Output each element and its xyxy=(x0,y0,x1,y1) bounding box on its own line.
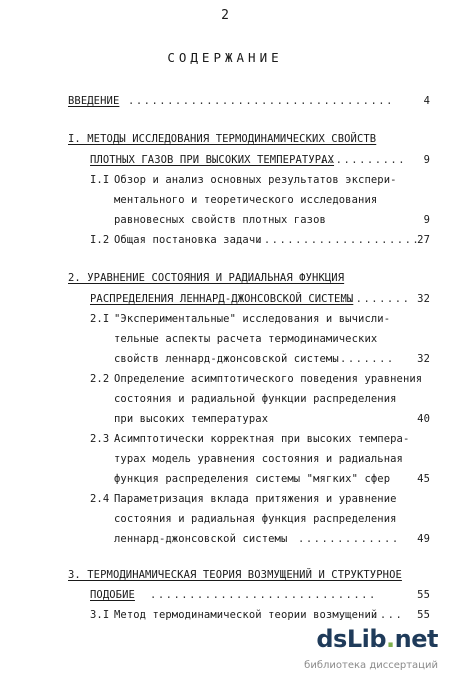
toc-sec-1-2-line1: Общая постановка задачи xyxy=(114,234,262,246)
toc-sec-2-4-line3: леннард-джонсовской системы xyxy=(114,533,288,545)
toc-sec-1-1-page: 9 xyxy=(423,214,430,226)
toc-sec-2-2-line2: состояния и радиальной функции распределения xyxy=(114,393,397,405)
toc-ch3-page: 55 xyxy=(417,589,430,601)
toc-sec-2-4-page: 49 xyxy=(417,533,430,545)
toc-sec-1-2-page: 27 xyxy=(417,234,430,246)
toc-leader: ....... xyxy=(340,353,395,365)
toc-intro-page: 4 xyxy=(423,95,430,107)
toc-sec-2-3-line2: турах модель уравнения состояния и радиальная xyxy=(114,453,403,465)
toc-intro-label: ВВЕДЕНИЕ xyxy=(68,95,120,107)
toc-ch2-page: 32 xyxy=(417,293,430,305)
page-number: 2 xyxy=(221,8,229,23)
toc-sec-2-1-page: 32 xyxy=(417,353,430,365)
toc-sec-3-1-number: 3.I xyxy=(90,609,110,621)
toc-sec-2-4-number: 2.4 xyxy=(90,493,110,505)
toc-ch3-title-line2: ПОДОБИЕ xyxy=(90,589,135,601)
toc-sec-2-1-line3: свойств леннард-джонсовской системы xyxy=(114,353,339,365)
toc-sec-2-4-line2: состояния и радиальная функция распределения xyxy=(114,513,397,525)
toc-sec-1-1-line3: равновесных свойств плотных газов xyxy=(114,214,326,226)
toc-sec-2-3-line1: Асимптотически корректная при высоких темпера- xyxy=(114,433,410,445)
toc-ch1-title-line1: I. МЕТОДЫ ИССЛЕДОВАНИЯ ТЕРМОДИНАМИЧЕСКИХ СВОЙСТВ xyxy=(68,133,377,145)
toc-ch1-title-line2: ПЛОТНЫХ ГАЗОВ ПРИ ВЫСОКИХ ТЕМПЕРАТУРАХ xyxy=(90,154,335,166)
toc-ch2-title-line1: 2. УРАВНЕНИЕ СОСТОЯНИЯ И РАДИАЛЬНАЯ ФУНКЦИЯ xyxy=(68,272,345,284)
toc-sec-2-2-line1: Определение асимптотического поведения уравнения xyxy=(114,373,423,385)
toc-sec-2-4-line1: Параметризация вклада притяжения и уравнение xyxy=(114,493,397,505)
watermark-logo-main: dsLib xyxy=(316,625,387,653)
toc-sec-1-1-line1: Обзор и анализ основных результатов экспери- xyxy=(114,174,397,186)
toc-sec-2-3-page: 45 xyxy=(417,473,430,485)
toc-sec-2-2-page: 40 xyxy=(417,413,430,425)
toc-sec-2-2-number: 2.2 xyxy=(90,373,110,385)
watermark-logo-dot: . xyxy=(386,625,395,653)
toc-sec-2-3-number: 2.3 xyxy=(90,433,110,445)
watermark-logo xyxy=(316,625,438,653)
watermark xyxy=(238,625,438,675)
toc-ch3-title-line1: 3. ТЕРМОДИНАМИЧЕСКАЯ ТЕОРИЯ ВОЗМУЩЕНИЙ И СТРУКТУРНОЕ xyxy=(68,569,402,581)
toc-leader: ..................... xyxy=(256,234,421,246)
toc-sec-2-1-line2: тельные аспекты расчета термодинамических xyxy=(114,333,378,345)
toc-title: СОДЕРЖАНИЕ xyxy=(167,50,283,65)
toc-sec-1-1-number: I.I xyxy=(90,174,110,186)
toc-leader: .................................. xyxy=(128,95,394,107)
toc-leader: ......... xyxy=(340,293,411,305)
toc-sec-1-2-number: I.2 xyxy=(90,234,110,246)
toc-leader: ............. xyxy=(298,533,400,545)
toc-leader: .... xyxy=(372,609,404,621)
toc-ch2-title-line2: РАСПРЕДЕЛЕНИЯ ЛЕННАРД-ДЖОНСОВСКОЙ СИСТЕМЫ xyxy=(90,293,354,305)
toc-sec-1-1-line2: ментального и теоретического исследования xyxy=(114,194,378,206)
toc-sec-2-1-line1: "Экспериментальные" исследования и вычисли- xyxy=(114,313,391,325)
toc-sec-2-1-number: 2.I xyxy=(90,313,110,325)
toc-sec-2-3-line3: функция распределения системы "мягких" сфер xyxy=(114,473,391,485)
toc-sec-2-2-line3: при высоких температурах xyxy=(114,413,269,425)
toc-ch1-page: 9 xyxy=(423,154,430,166)
toc-sec-3-1-line1: Метод термодинамической теории возмущений xyxy=(114,609,378,621)
watermark-logo-tld: net xyxy=(394,625,438,653)
toc-leader: ........... xyxy=(320,154,407,166)
toc-leader: ............................. xyxy=(150,589,377,601)
toc-sec-3-1-page: 55 xyxy=(417,609,430,621)
watermark-subtitle: библиотека диссертаций xyxy=(304,660,438,671)
